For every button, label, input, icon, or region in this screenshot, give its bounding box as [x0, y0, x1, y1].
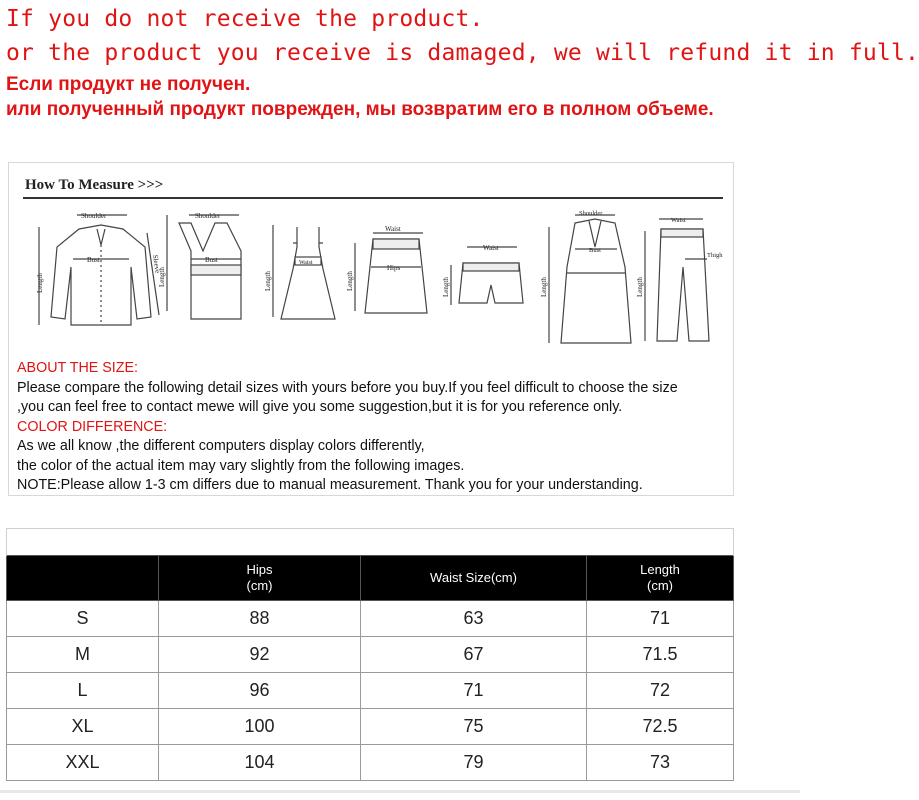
label-length-5: Length — [442, 277, 450, 297]
label-bust-1: Bust — [87, 256, 100, 264]
table-row — [7, 745, 734, 781]
label-hips-4: Hips — [387, 264, 401, 272]
table-row — [7, 637, 734, 673]
refund-banner — [0, 0, 919, 126]
cell-size: L — [7, 673, 159, 709]
header-length-unit: (cm) — [647, 578, 673, 593]
table-row — [7, 709, 734, 745]
label-shoulder-6: Shoulder — [579, 210, 603, 217]
bottom-divider — [0, 790, 800, 793]
label-length-3: Length — [264, 271, 272, 291]
cell-size: XL — [7, 709, 159, 745]
cell-waist: 63 — [361, 601, 587, 637]
skirt-figure-icon — [346, 225, 427, 313]
label-thigh-7: Thigh — [707, 252, 723, 259]
table-row — [7, 601, 734, 637]
cell-length: 72 — [587, 673, 734, 709]
cell-hips: 96 — [159, 673, 361, 709]
header-length — [587, 556, 734, 601]
cell-size: M — [7, 637, 159, 673]
header-size — [7, 556, 159, 601]
trousers-figure-icon — [636, 217, 723, 341]
size-chart-table — [6, 528, 734, 781]
label-shoulder-2: Shoulder — [195, 212, 221, 220]
header-hips-label: Hips — [246, 562, 273, 577]
header-hips — [159, 556, 361, 601]
cell-waist: 67 — [361, 637, 587, 673]
shorts-figure-icon — [442, 244, 523, 305]
cell-hips: 104 — [159, 745, 361, 781]
label-waist-5: Waist — [483, 244, 499, 252]
label-shoulder-1: Shoulder — [81, 212, 107, 220]
label-waist-7: Waist — [671, 217, 686, 224]
table-header-row — [7, 556, 734, 601]
label-length-2: Length — [158, 267, 166, 287]
dress-figure-icon — [264, 225, 335, 319]
cell-hips: 92 — [159, 637, 361, 673]
label-bust-6: Bust — [589, 247, 601, 254]
cell-hips: 100 — [159, 709, 361, 745]
about-size-line-2: ,you can feel free to contact mewe will give you some suggestion,but it is for you reference only. — [17, 399, 623, 415]
cell-size: S — [7, 601, 159, 637]
garment-measure-illustrations — [19, 207, 723, 357]
label-waist-4: Waist — [385, 225, 401, 233]
cell-waist: 71 — [361, 673, 587, 709]
color-difference-heading: COLOR DIFFERENCE: — [17, 418, 168, 435]
table-row — [7, 673, 734, 709]
cell-hips: 88 — [159, 601, 361, 637]
how-to-measure-panel — [8, 162, 734, 496]
label-sleeve-1: Sleeve — [151, 254, 162, 274]
blouse-figure-icon — [36, 212, 162, 325]
size-notes — [17, 359, 729, 496]
measurement-note: NOTE:Please allow 1-3 cm differs due to manual measurement. Thank you for your understanding. — [17, 477, 643, 493]
cell-length: 73 — [587, 745, 734, 781]
about-size-heading: ABOUT THE SIZE: — [17, 360, 139, 376]
color-line-2: the color of the actual item may vary slightly from the following images. — [17, 457, 465, 474]
label-length-6: Length — [540, 277, 548, 297]
banner-ru-line-1: Если продукт не получен. — [6, 74, 251, 95]
cell-length: 71 — [587, 601, 734, 637]
color-line-1: As we all know ,the different computers display colors differently, — [17, 438, 425, 454]
label-length-4: Length — [346, 271, 354, 291]
cell-waist: 79 — [361, 745, 587, 781]
cell-length: 72.5 — [587, 709, 734, 745]
table-blank-row — [7, 529, 734, 556]
cell-length: 71.5 — [587, 637, 734, 673]
header-length-label: Length — [640, 562, 680, 577]
label-length-1: Length — [36, 273, 44, 293]
label-length-7: Length — [636, 277, 644, 297]
banner-en-line-1: If you do not receive the product. — [6, 6, 484, 32]
banner-en-line-2: or the product you receive is damaged, we will refund it in full. — [6, 40, 919, 66]
cell-waist: 75 — [361, 709, 587, 745]
cell-size: XXL — [7, 745, 159, 781]
title-divider — [23, 197, 723, 199]
about-size-line-1: Please compare the following detail sizes with yours before you buy.If you feel difficult to choose the size — [17, 379, 678, 396]
how-to-measure-title: How To Measure >>> — [25, 177, 164, 193]
tank-top-figure-icon — [158, 212, 241, 319]
header-waist: Waist Size(cm) — [361, 556, 587, 601]
header-hips-unit: (cm) — [246, 578, 273, 593]
label-waist-3: Waist — [299, 260, 313, 266]
coat-figure-icon — [540, 210, 631, 343]
banner-ru-line-2: или полученный продукт поврежден, мы возвратим его в полном объеме. — [6, 99, 714, 120]
label-bust-2: Bust — [205, 256, 218, 264]
